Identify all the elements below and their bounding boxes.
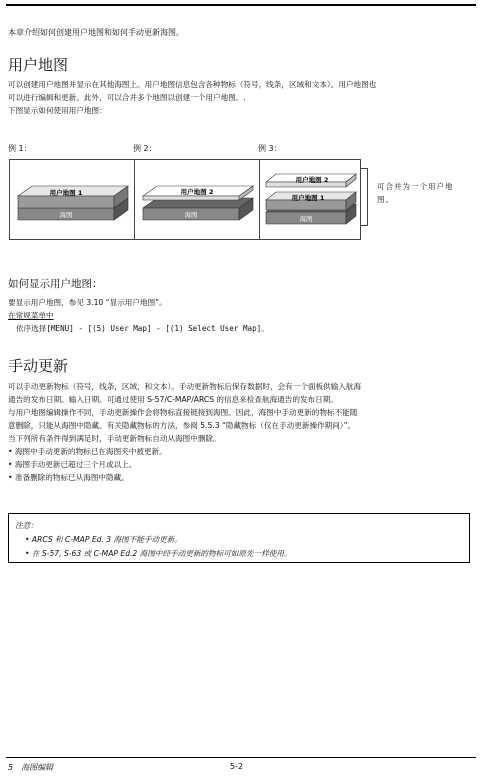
chart-layer [143, 198, 253, 220]
section-title-user-map: 用户地图 [8, 56, 69, 74]
example-1-label: 例 1： [8, 144, 32, 153]
layer-label-user-map-1: 用户地图 1 [291, 194, 325, 202]
layer-label-user-map-1: 用户地图 1 [49, 189, 83, 197]
example-3-label: 例 3： [258, 144, 282, 153]
list-item: • 海图中手动更新的物标已在海图夹中被更新。 [8, 445, 474, 458]
list-item: • 海图手动更新已超过三个月或以上。 [8, 458, 474, 471]
section-title-manual-update: 手动更新 [8, 357, 69, 375]
example-2-label: 例 2： [133, 144, 157, 153]
paragraph-line: 通告的发布日期。输入日期。可通过使用 S-57/C-MAP/ARCS 的信息来检查航海通告的发布日期。 [8, 395, 338, 404]
top-rule [6, 4, 476, 6]
footer-chapter: 5 海图编辑 [8, 763, 54, 772]
layer-label-chart: 海图 [59, 211, 73, 219]
layer-label-chart: 海图 [184, 211, 198, 219]
example-2-figure [134, 159, 262, 240]
section-title-display-user-map: 如何显示用户地图： [8, 278, 103, 290]
merge-bracket [361, 168, 368, 226]
footer-page-number: 5-2 [230, 762, 244, 771]
note-item: • ARCS 和 C-MAP Ed. 3 海图不能手动更新。 [25, 533, 463, 547]
example-3-figure [259, 159, 361, 240]
paragraph-line: 可以进行编辑和更新。此外，可以合并多个地图以创建一个用户地图。. [8, 93, 246, 102]
paragraph-line: 当下列所有条件得到满足时，手动更新物标自动从海图中删除。 [8, 434, 221, 443]
note-title: 注意： [15, 521, 38, 530]
example-1-figure [9, 159, 137, 240]
menu-heading: 在常规菜单中 [8, 311, 54, 320]
note-item: • 在 S-57, S-63 或 C-MAP Ed.2 海图中经手动更新的物标可如原先一样使用。 [25, 547, 463, 561]
layer-label-chart: 海图 [299, 215, 313, 223]
merge-note: 可合并为一个用户地图。 [377, 182, 454, 204]
paragraph-line: 可以创建用户地图并显示在其他海图上。用户地图信息包含各种物标（符号，线条，区域和文本）。用户地图也 [8, 80, 377, 89]
layer-label-user-map-2: 用户地图 2 [180, 188, 214, 196]
conditions-list [8, 445, 474, 484]
paragraph-line: 意删除，只能从海图中隐藏。有关隐藏物标的方法，参阅 5.5.3 “隐藏物标（仅在手动更新操作期间）”。 [8, 421, 356, 430]
manual-update-body [8, 380, 474, 484]
paragraph-line: 与用户地图编辑操作不同，手动更新操作会将物标直接链接到海图。因此，海图中手动更新的物标不能随 [8, 408, 358, 417]
note-list [15, 533, 463, 561]
layer-stack-diagram [135, 160, 261, 239]
display-user-map-body [8, 296, 474, 335]
footer-rule [6, 757, 476, 758]
layer-stack-diagram [10, 160, 136, 239]
paragraph-line: 下图显示如何使用用户地图： [8, 106, 107, 115]
paragraph-line: 要显示用户地图，参见 3.10 “显示用户地图”。 [8, 298, 167, 307]
menu-path: 依序选择[MENU] - [(5) User Map] - [(1) Select User Map]。 [16, 324, 269, 333]
layer-label-user-map-2: 用户地图 2 [295, 176, 329, 184]
list-item: • 准备删除的物标已从海图中隐藏。 [8, 471, 474, 484]
chapter-intro: 本章介绍如何创建用户地图和如何手动更新海图。 [8, 28, 184, 37]
layer-stack-diagram [260, 160, 360, 239]
user-map-description [8, 78, 474, 117]
paragraph-line: 可以手动更新物标（符号，线条，区域，和文本）。手动更新物标后保存数据时，会有一个面板供输入航海 [8, 382, 362, 391]
note-box [8, 513, 470, 563]
